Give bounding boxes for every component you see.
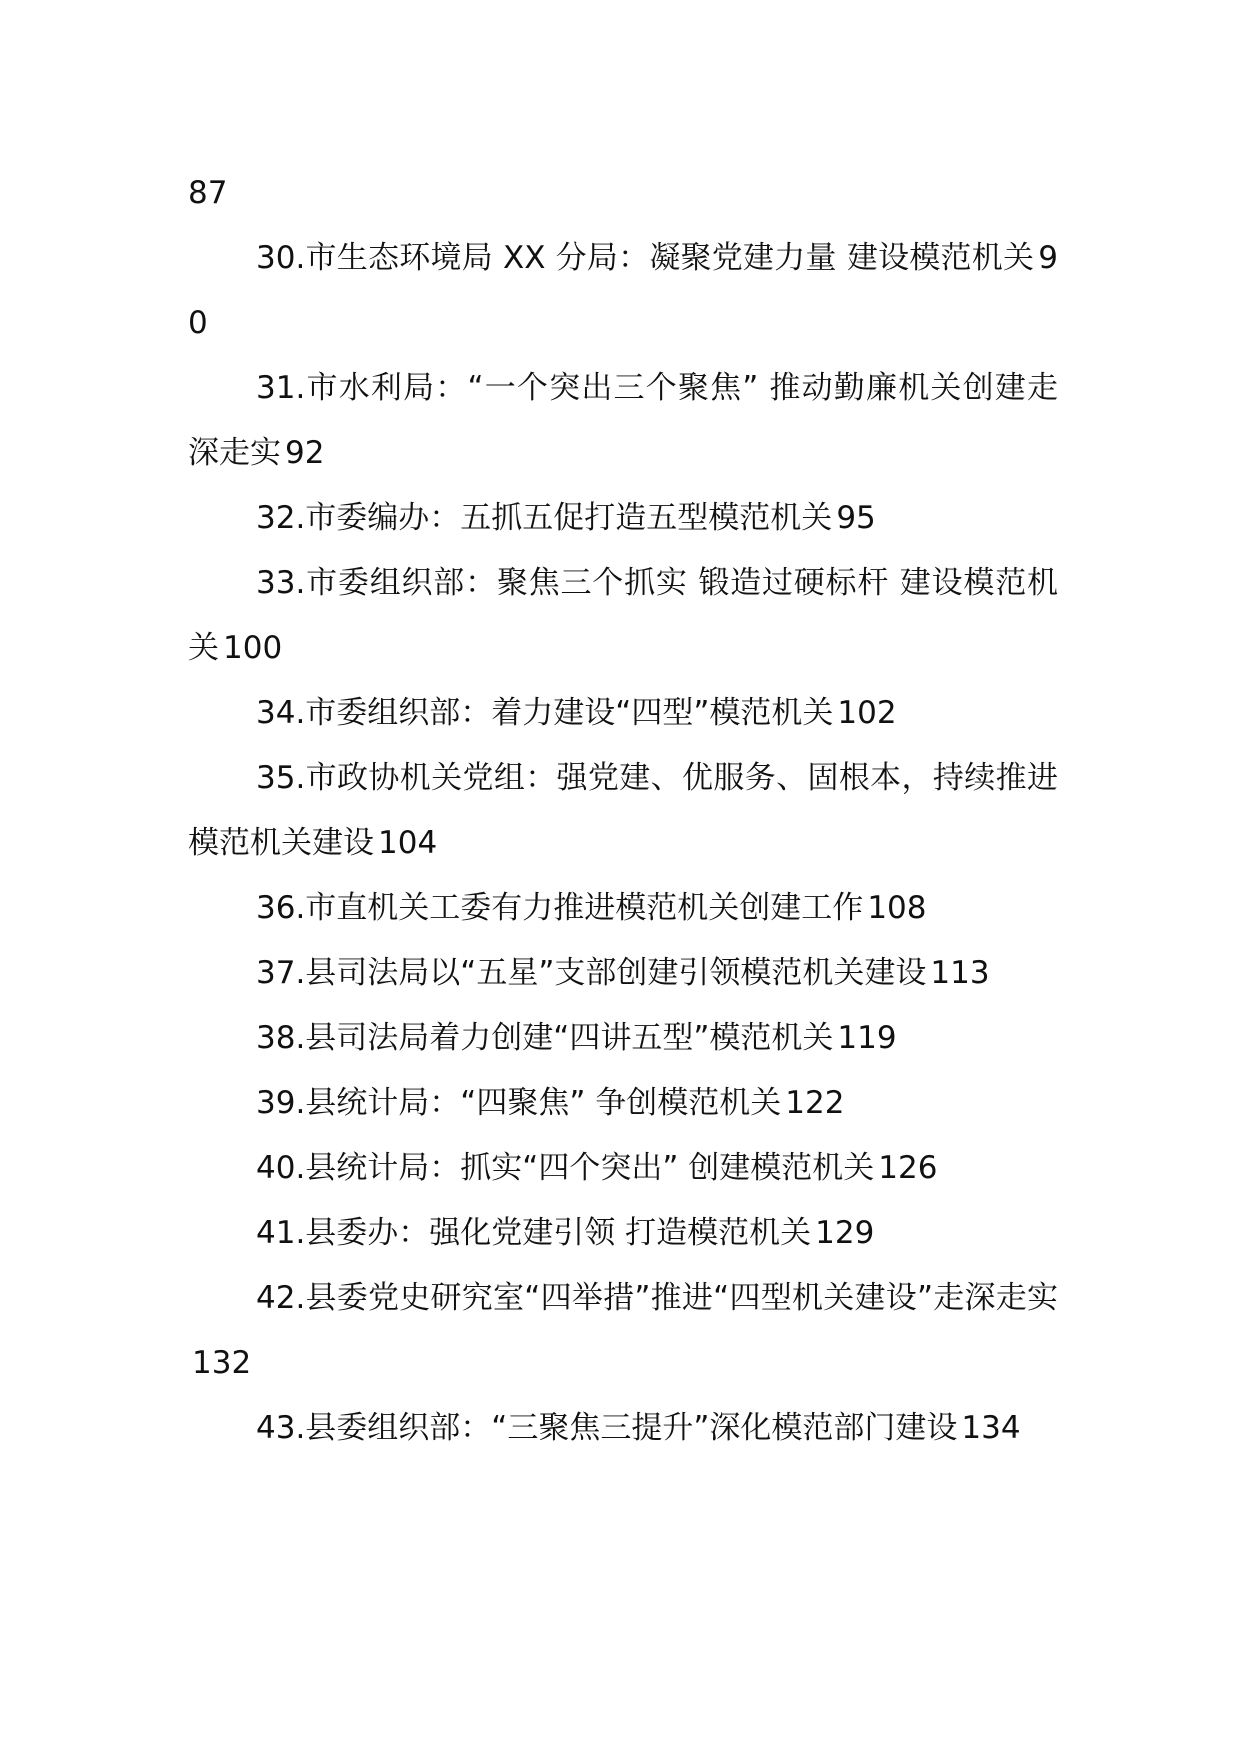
toc-entry-page: 90: [188, 240, 1058, 341]
toc-entry-page: 134: [961, 1410, 1021, 1446]
toc-entry-41[interactable]: [188, 1201, 1058, 1266]
toc-entry-page: 95: [836, 500, 876, 536]
toc-entry-title: 41.县委办：强化党建引领 打造模范机关: [256, 1215, 812, 1251]
continuation-page-number: 87: [188, 175, 228, 211]
toc-entry-42[interactable]: [188, 1266, 1058, 1396]
toc-entry-page: 129: [815, 1215, 875, 1251]
toc-entry-title: 33.市委组织部：聚焦三个抓实 锻造过硬标杆 建设模范机关: [188, 565, 1058, 666]
toc-entry-page: 122: [785, 1085, 845, 1121]
toc-entry-page: 119: [837, 1020, 897, 1056]
toc-entry-40[interactable]: [188, 1136, 1058, 1201]
toc-entry-page: 102: [837, 695, 897, 731]
toc-entry-title: 40.县统计局：抓实“四个突出” 创建模范机关: [256, 1150, 875, 1186]
toc-entry-39[interactable]: [188, 1071, 1058, 1136]
toc-entry-title: 43.县委组织部：“三聚焦三提升”深化模范部门建设: [256, 1410, 958, 1446]
toc-entry-page: 108: [867, 890, 927, 926]
toc-entry-page: 104: [378, 825, 438, 861]
toc-entry-36[interactable]: [188, 876, 1058, 941]
toc-entry-title: 34.市委组织部：着力建设“四型”模范机关: [256, 695, 834, 731]
toc-entry-title: 39.县统计局：“四聚焦” 争创模范机关: [256, 1085, 782, 1121]
toc-entry-page: 92: [285, 435, 325, 471]
toc-entry-34[interactable]: [188, 681, 1058, 746]
toc-entry-title: 36.市直机关工委有力推进模范机关创建工作: [256, 890, 864, 926]
toc-entry-31[interactable]: [188, 356, 1058, 486]
toc-entry-title: 42.县委党史研究室“四举措”推进“四型机关建设”走深走实: [256, 1280, 1058, 1316]
toc-entry-page: 126: [878, 1150, 938, 1186]
toc-entry-title: 37.县司法局以“五星”支部创建引领模范机关建设: [256, 955, 927, 991]
toc-entry-page: 100: [223, 630, 283, 666]
toc-entry-title: 30.市生态环境局 XX 分局：凝聚党建力量 建设模范机关: [256, 240, 1035, 276]
toc-entry-35[interactable]: [188, 746, 1058, 876]
toc-entry-30[interactable]: [188, 226, 1058, 356]
toc-entry-title: 31.市水利局：“一个突出三个聚焦” 推动勤廉机关创建走深走实: [188, 370, 1058, 471]
toc-entry-title: 38.县司法局着力创建“四讲五型”模范机关: [256, 1020, 834, 1056]
toc-page: [188, 160, 1058, 1461]
toc-entry-32[interactable]: [188, 486, 1058, 551]
toc-entry-33[interactable]: [188, 551, 1058, 681]
toc-entry-38[interactable]: [188, 1006, 1058, 1071]
toc-entry-title: 32.市委编办：五抓五促打造五型模范机关: [256, 500, 833, 536]
toc-entry-37[interactable]: [188, 941, 1058, 1006]
toc-entry-page: 132: [192, 1345, 252, 1381]
toc-entry-page: 113: [930, 955, 990, 991]
toc-entry-43[interactable]: [188, 1396, 1058, 1461]
toc-entry-title: 35.市政协机关党组：强党建、优服务、固根本，持续推进模范机关建设: [188, 760, 1058, 861]
